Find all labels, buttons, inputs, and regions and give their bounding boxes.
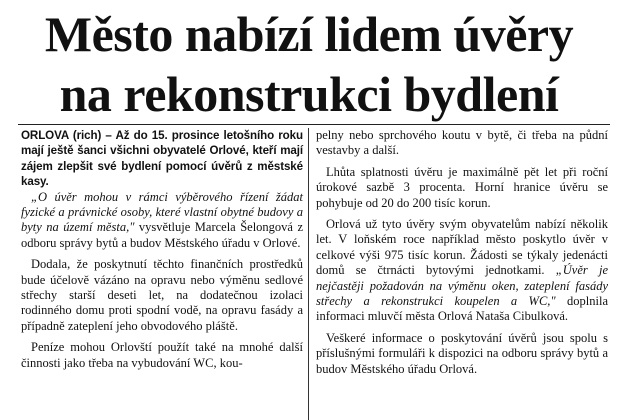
article-lead: ORLOVA (rich) – Až do 15. prosince letošního roku mají ještě šanci všichni obyvatelé Orlové, kteří mají zájem zlepšit své bydlení pomocí úvěrů z městské kasy. <box>21 129 303 189</box>
quote-text: „O úvěr mohou v rámci výběrového řízení žádat fyzické a právnické osoby, které vlastní obytné budovy a byty na území města," <box>21 189 303 235</box>
column-divider <box>308 128 309 420</box>
article-paragraph: Lhůta splatnosti úvěru je maximálně pět let při roční úrokové sazbě 3 procenta. Horní hranice úvěru se pohybuje od 20 do 200 tisíc korun. <box>316 164 608 210</box>
quote-text: „Úvěr je nejčastěji požadován na výměnu oken, zateplení fasády střechy a rekonstrukci koupelen a WC," <box>316 263 608 309</box>
article-paragraph: Peníze mohou Orlovští použít také na mnohé další činnosti jako třeba na vybudování WC, kou- <box>21 340 303 370</box>
headline-line-1: Město nabízí lidem úvěry <box>44 6 574 62</box>
article-column-left <box>21 128 303 371</box>
paragraph-text: doplnila informaci mluvčí města Orlová Nataša Cibulková. <box>316 294 609 324</box>
headline-line-2: na rekonstrukci bydlení <box>59 66 559 122</box>
article-paragraph: pelny nebo sprchového koutu v bytě, či třeba na půdní vestavby a další. <box>316 128 608 158</box>
article-paragraph: Veškeré informace o poskytování úvěrů jsou spolu s příslušnými formuláři k dispozici na odboru správy bytů a budov Městského úřadu Orlová. <box>316 330 608 376</box>
article-paragraph <box>316 217 608 325</box>
headline <box>0 4 618 124</box>
article-paragraph <box>21 190 303 252</box>
paragraph-text: vysvětluje Marcela Šelongová z odboru správy bytů a budov Městského úřadu v Orlové. <box>21 220 303 250</box>
article-paragraph: Dodala, že poskytnutí těchto finančních prostředků bude účelově vázáno na opravu nebo výměnu sedlové střechy starší deseti let, na dodatečnou izolaci rodinného domu proti spodní vodě, na opravu fasády a případně zateplení jeho obvodového pláště. <box>21 257 303 333</box>
paragraph-text: Orlová už tyto úvěry svým obyvatelům nabízí několik let. V loňském roce například město poskytlo úvěr v celkové výši 975 tisíc korun. Žádosti se týkaly jedenácti domů se čtrnácti bytovými jednotkami. <box>316 217 608 278</box>
article-column-right <box>316 128 608 377</box>
headline-rule <box>18 124 610 125</box>
